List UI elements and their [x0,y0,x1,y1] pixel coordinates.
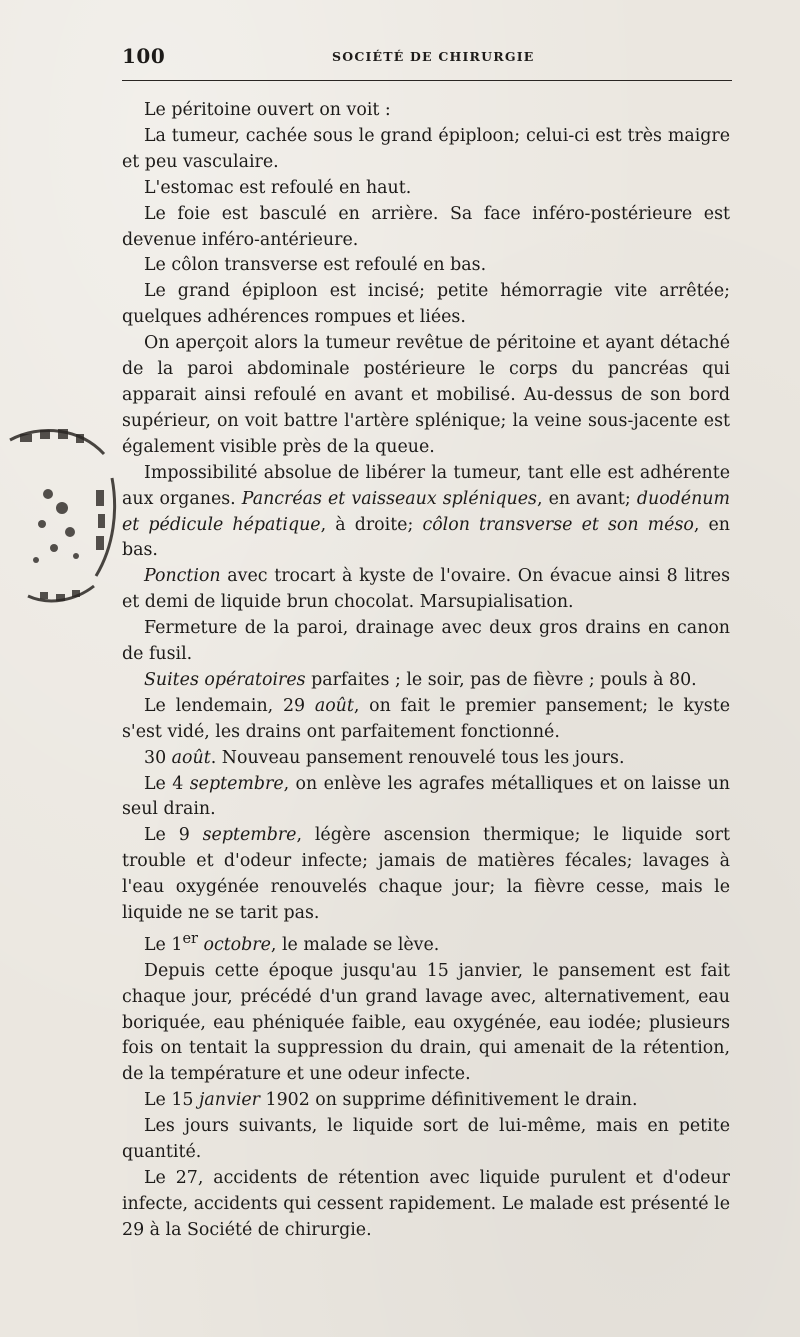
text-run: , en bas. [122,514,730,561]
italic-run: août [171,747,211,768]
text-run: , le malade se lève. [270,934,440,955]
text-run: Le 9 [144,825,203,846]
paragraph: L'estomac est refoulé en haut. [144,177,412,198]
paragraph [122,461,730,565]
text-run: Le 15 [144,1090,200,1111]
running-title: SOCIÉTÉ DE CHIRURGIE [332,49,535,64]
paragraph: Le foie est basculé en arrière. Sa face inféro-postérieure est devenue inféro-antérieure. [122,203,730,250]
text-run: parfaites ; le soir, pas de fièvre ; pouls à 80. [305,669,697,690]
italic-run: Suites opératoires [144,669,306,690]
paragraph: Les jours suivants, le liquide sort de lui-même, mais en petite quantité. [122,1116,730,1163]
text-run: , en avant; [536,488,637,509]
paragraph [122,1088,730,1114]
text-run: avec trocart à kyste de l'ovaire. On évacue ainsi 8 litres et demi de liquide brun chocolat. Marsupialisation. [122,566,730,613]
paragraph: Le côlon transverse est refoulé en bas. [144,255,487,276]
paragraph [122,772,730,824]
paragraph: On aperçoit alors la tumeur revêtue de péritoine et ayant détaché de la paroi abdominale postérieure le corps du pancréas qui apparait ainsi refoulé en avant et mobilisé. Au-dessus de son bord supérieur, on voit battre l'artère splénique; la veine sous-jacente est également visible près de la queue. [122,333,730,457]
text-run: 30 [144,747,172,768]
text-run: 1902 on supprime définitivement le drain. [259,1090,638,1111]
italic-run: côlon transverse et son méso [422,514,694,535]
header-rule [122,80,732,81]
paragraph: Fermeture de la paroi, drainage avec deux gros drains en canon de fusil. [122,618,730,665]
text-run: Le 4 [144,773,190,794]
body-text [122,98,730,1244]
library-stamp-icon [0,420,118,608]
italic-run: août [314,695,354,716]
text-run: Impossibilité absolue de libérer la tumeur, tant elle est adhérente aux organes. [122,462,730,509]
text-run: , à droite; [320,514,423,535]
paragraph [122,746,730,772]
text-run: . Nouveau pansement renouvelé tous les jours. [210,747,625,768]
paragraph [122,668,730,694]
italic-run: septembre [202,825,297,846]
paragraph [122,927,730,959]
page-header [122,44,732,72]
italic-run: Pancréas et vaisseaux spléniques [241,488,537,509]
italic-run: duodénum et pédicule hépatique [122,488,730,535]
italic-run: octobre [197,934,271,955]
paragraph [122,564,730,616]
text-run: , on enlève les agrafes métalliques et on laisse un seul drain. [122,773,730,820]
paragraph: Le grand épiploon est incisé; petite hémorragie vite arrêtée; quelques adhérences rompues et liées. [122,281,730,328]
text-run: , légère ascension thermique; le liquide sort trouble et d'odeur infecte; jamais de matières fécales; lavages à l'eau oxygénée renouvelés chaque jour; la fièvre cesse, mais le liquide ne se tarit pas. [122,825,730,924]
paragraph: Le 27, accidents de rétention avec liquide purulent et d'odeur infecte, accidents qui cessent rapidement. Le malade est présenté le 29 à la Société de chirurgie. [122,1167,730,1240]
text-run: Le 1 [144,934,183,955]
superscript-run: er [182,931,198,947]
italic-run: septembre [189,773,284,794]
paragraph: Depuis cette époque jusqu'au 15 janvier, le pansement est fait chaque jour, précédé d'un grand lavage avec, alternativement, eau boriquée, eau phéniquée faible, eau oxygénée, eau iodée; plusieurs fois on tentait la suppression du drain, qui amenait de la rétention, de la température et une odeur infecte. [122,960,730,1085]
page-number: 100 [122,44,166,68]
paragraph: Le péritoine ouvert on voit : [144,100,391,120]
italic-run: Ponction [144,566,221,587]
paragraph [122,694,730,746]
text-run: , on fait le premier pansement; le kyste s'est vidé, les drains ont parfaitement fonctionné. [122,695,731,742]
text-run: Le lendemain, 29 [144,695,315,716]
library-stamp [0,420,118,608]
italic-run: janvier [199,1090,260,1111]
paragraph: La tumeur, cachée sous le grand épiploon; celui-ci est très maigre et peu vasculaire. [122,125,730,172]
paragraph [122,823,730,927]
